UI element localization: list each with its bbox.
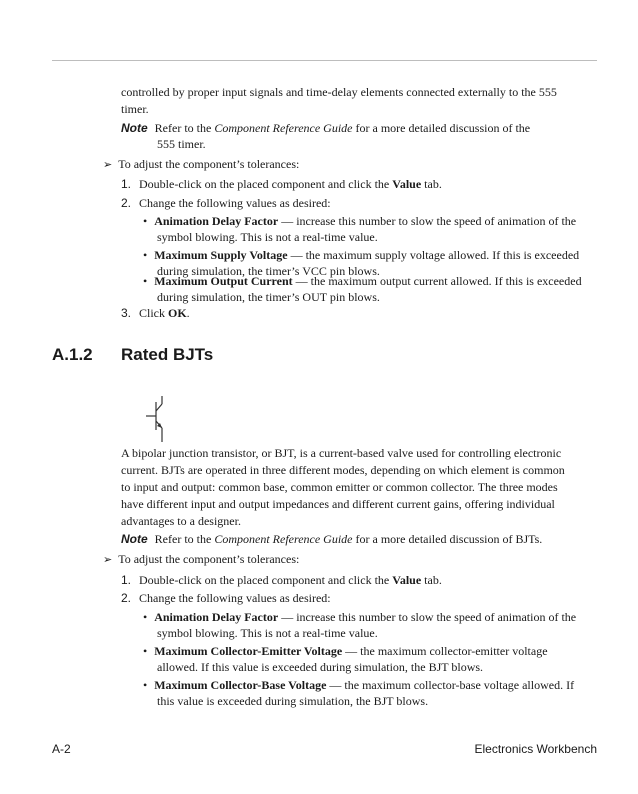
procedure-heading — [103, 551, 299, 568]
note-2 — [121, 531, 542, 548]
bullet-icon: • — [143, 214, 148, 228]
bjt-para-line-4: have different input and output impedances and different current gains, offering individual — [121, 497, 555, 511]
value-tab-label: Value — [392, 573, 422, 587]
bullet-icon: • — [143, 274, 148, 288]
bjt-para-line-3: to input and output: common base, common emitter or common collector. The three modes — [121, 480, 558, 494]
bullet-line-2: this value is exceeded during simulation, the BJT blows. — [157, 694, 429, 708]
intro-line-1: controlled by proper input signals and time-delay elements connected externally to the 555 — [121, 85, 557, 99]
note-label: Note — [121, 121, 148, 135]
intro-line-2: timer. — [121, 102, 149, 116]
bullet-icon: • — [143, 610, 148, 624]
ok-button-label: OK — [168, 306, 187, 320]
step-text-post: tab. — [424, 177, 442, 191]
arrow-bullet-icon: ➢ — [103, 158, 113, 171]
step-3 — [121, 305, 190, 322]
section-number: A.1.2 — [52, 345, 93, 364]
step-number: 1. — [121, 573, 132, 587]
bullet-line-2: during simulation, the timer’s VCC pin blows. — [157, 264, 380, 278]
note-text-post: for a more detailed discussion of the — [355, 121, 531, 135]
step-text-post: tab. — [424, 573, 442, 587]
bullet-line-2: symbol blowing. This is not a real-time value. — [157, 626, 378, 640]
step-number: 1. — [121, 177, 132, 191]
note-text-pre: Refer to the — [154, 532, 212, 546]
bullet-icon: • — [143, 644, 148, 658]
procedure-heading-text: To adjust the component’s tolerances: — [118, 157, 300, 171]
component-reference-guide-ref: Component Reference Guide — [214, 532, 353, 546]
step-2 — [121, 590, 331, 607]
bullet-animation-delay — [143, 213, 576, 230]
header-rule — [52, 60, 597, 61]
bjt-para-line-5: advantages to a designer. — [121, 514, 241, 528]
term-animation-delay-factor: Animation Delay Factor — [154, 214, 279, 228]
step-text: Click — [139, 306, 165, 320]
note-label: Note — [121, 532, 148, 546]
bullet-text: — the maximum output current allowed. If this is exceeded — [295, 274, 582, 288]
term-maximum-supply-voltage: Maximum Supply Voltage — [154, 248, 288, 262]
bullet-text: — increase this number to slow the speed of animation of the — [281, 214, 577, 228]
bullet-max-collector-base — [143, 677, 574, 694]
step-text: Change the following values as desired: — [139, 196, 331, 210]
bullet-text: — the maximum collector-emitter voltage — [345, 644, 548, 658]
note-1-line-2: 555 timer. — [157, 137, 206, 151]
bullet-animation-delay — [143, 609, 576, 626]
bullet-text: — the maximum collector-base voltage allowed. If — [329, 678, 575, 692]
bullet-icon: • — [143, 248, 148, 262]
arrow-bullet-icon: ➢ — [103, 553, 113, 566]
bjt-para-line-1: A bipolar junction transistor, or BJT, is a current-based valve used for controlling electronic — [121, 446, 562, 460]
npn-transistor-symbol-icon — [142, 396, 170, 442]
step-2 — [121, 195, 331, 212]
step-text: Change the following values as desired: — [139, 591, 331, 605]
bullet-max-supply-voltage — [143, 247, 579, 264]
section-title: Rated BJTs — [121, 345, 214, 364]
bullet-max-collector-emitter — [143, 643, 548, 660]
step-1 — [121, 176, 442, 193]
value-tab-label: Value — [392, 177, 422, 191]
bullet-max-output-current — [143, 273, 582, 290]
term-animation-delay-factor: Animation Delay Factor — [154, 610, 279, 624]
term-maximum-output-current: Maximum Output Current — [154, 274, 293, 288]
bullet-line-2: during simulation, the timer’s OUT pin blows. — [157, 290, 380, 304]
term-maximum-collector-base-voltage: Maximum Collector-Base Voltage — [154, 678, 327, 692]
bjt-para-line-2: current. BJTs are operated in three different modes, depending on which element is common — [121, 463, 565, 477]
note-text-pre: Refer to the — [154, 121, 212, 135]
bullet-line-2: allowed. If this value is exceeded during simulation, the BJT blows. — [157, 660, 484, 674]
note-1 — [121, 120, 530, 137]
page-number: A-2 — [52, 742, 71, 756]
component-reference-guide-ref: Component Reference Guide — [214, 121, 353, 135]
bullet-icon: • — [143, 678, 148, 692]
step-text: Double-click on the placed component and click the — [139, 177, 390, 191]
note-text-post: for a more detailed discussion of BJTs. — [355, 532, 543, 546]
step-number: 2. — [121, 591, 132, 605]
step-1 — [121, 572, 442, 589]
step-text: Double-click on the placed component and click the — [139, 573, 390, 587]
step-number: 2. — [121, 196, 132, 210]
bullet-text: — the maximum supply voltage allowed. If this is exceeded — [290, 248, 580, 262]
procedure-heading-text: To adjust the component’s tolerances: — [118, 552, 300, 566]
procedure-heading — [103, 156, 299, 173]
footer-title: Electronics Workbench — [474, 742, 597, 756]
step-number: 3. — [121, 306, 132, 320]
bullet-text: — increase this number to slow the speed of animation of the — [281, 610, 577, 624]
term-maximum-collector-emitter-voltage: Maximum Collector-Emitter Voltage — [154, 644, 343, 658]
bullet-line-2: symbol blowing. This is not a real-time value. — [157, 230, 378, 244]
step-text-post: . — [186, 306, 190, 320]
